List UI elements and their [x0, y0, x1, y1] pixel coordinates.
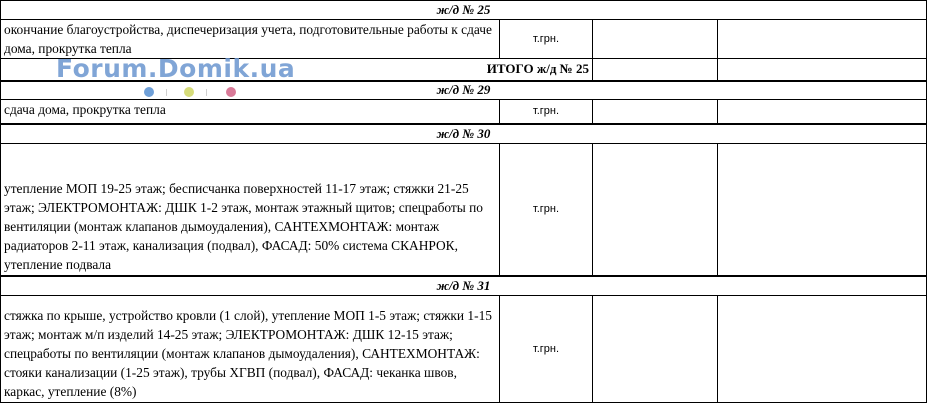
section-header-31[interactable]: ж/д № 31	[1, 276, 927, 296]
unit-cell[interactable]: т.грн.	[500, 296, 593, 403]
work-description-cell[interactable]: сдача дома, прокрутка тепла	[1, 100, 500, 124]
value-cell[interactable]	[718, 296, 927, 403]
value-cell[interactable]	[593, 144, 718, 276]
value-cell[interactable]	[593, 20, 718, 59]
work-description-cell[interactable]: окончание благоустройства, диспечеризация учета, подготовительные работы к сдаче дома, прокрутка тепла	[1, 20, 500, 59]
section-header-30[interactable]: ж/д № 30	[1, 124, 927, 144]
total-row-25	[1, 59, 927, 81]
unit-cell[interactable]: т.грн.	[500, 100, 593, 124]
table-row	[1, 144, 927, 276]
value-cell[interactable]	[718, 20, 927, 59]
work-description-text: стяжка по крыше, устройство кровли (1 слой), утепление МОП 1-5 этаж; стяжки 1-15 этаж; монтаж м/п изделий 14-25 этаж; ЭЛЕКТРОМОНТАЖ: ДШК 12-15 этаж; спецработы по вентиляции (монтаж клапанов дымоудаления), САНТЕХМОНТАЖ: стояки канализации (1-25 этаж), трубы ХГВП (подвал), ФАСАД: чеканка швов, каркас, утепление (8%)	[4, 308, 492, 399]
header-row-25	[1, 1, 927, 20]
value-cell[interactable]	[718, 100, 927, 124]
header-row-30	[1, 124, 927, 144]
table-row	[1, 296, 927, 403]
section-header-25[interactable]: ж/д № 25	[1, 1, 927, 20]
value-cell[interactable]	[718, 144, 927, 276]
forum-watermark-logo: Forum.Domik.ua	[56, 54, 296, 83]
table-row	[1, 20, 927, 59]
total-value-cell[interactable]	[593, 59, 718, 81]
work-description-cell[interactable]	[1, 296, 500, 403]
work-description-cell[interactable]: утепление МОП 19-25 этаж; бесписчанка поверхностей 11-17 этаж; стяжки 21-25 этаж; ЭЛЕКТРОМОНТАЖ: ДШК 1-2 этаж, монтаж этажный щитов; спецработы по вентиляции (монтаж клапанов дымоудаления), САНТЕХМОНТАЖ: монтаж радиаторов 2-11 этаж, канализация (подвал), ФАСАД: 50% система СКАНРОК, утепление подвала	[1, 144, 500, 276]
header-row-29	[1, 81, 927, 100]
total-value-cell[interactable]	[718, 59, 927, 81]
section-header-29[interactable]: ж/д № 29	[1, 81, 927, 100]
table-row	[1, 100, 927, 124]
value-cell[interactable]	[593, 296, 718, 403]
unit-cell[interactable]: т.грн.	[500, 144, 593, 276]
total-label-25[interactable]: ИТОГО ж/д № 25	[1, 59, 593, 81]
header-row-31	[1, 276, 927, 296]
value-cell[interactable]	[593, 100, 718, 124]
unit-cell[interactable]: т.грн.	[500, 20, 593, 59]
